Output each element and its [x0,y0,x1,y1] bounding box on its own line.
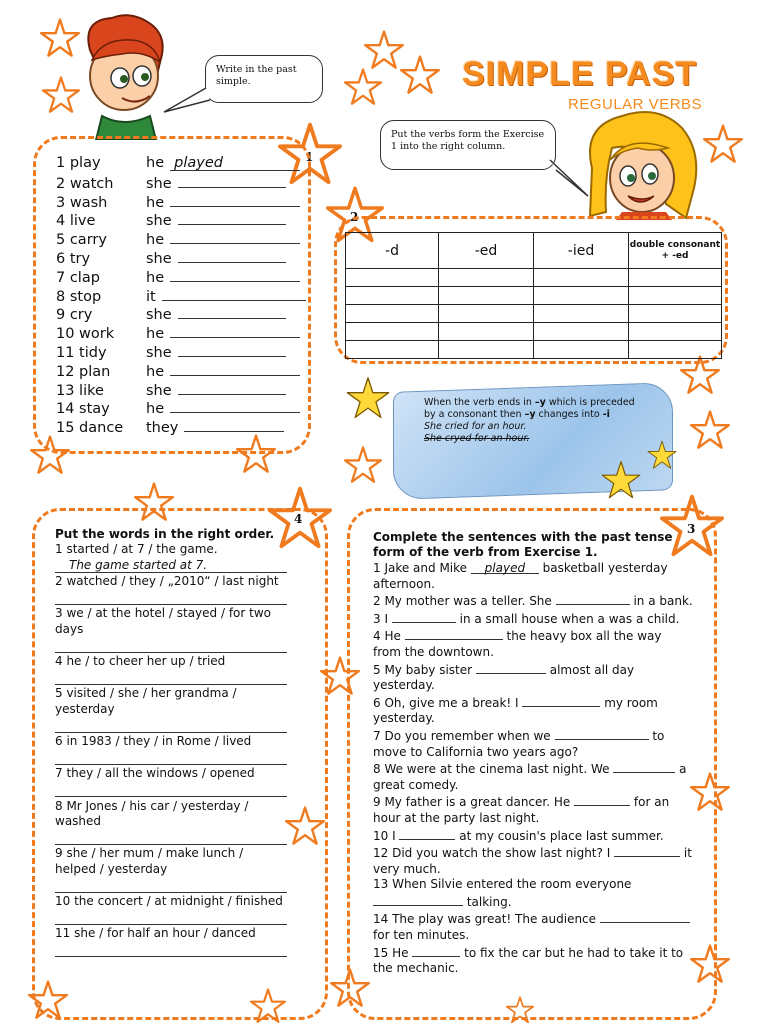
note-correct-example: She cried for an hour. [424,421,527,432]
answer-line[interactable] [55,638,287,654]
exercise-3-content [373,530,693,977]
reorder-item [55,574,287,605]
verb-label: 10 work [56,326,115,343]
pronoun-label: they [146,420,179,437]
answer-field[interactable] [170,398,300,413]
answer-line[interactable] [55,910,287,926]
verb-label: 9 cry [56,307,93,324]
verb-row [56,417,284,436]
exercise-1-number: 1 [305,150,314,164]
verb-row [56,192,300,211]
sentence: 8 We were at the cinema last night. We a great comedy. [373,762,687,792]
sentence: 10 I at my cousin's place last summer. [373,828,664,843]
star-icon [344,446,382,484]
scrambled-words: 3 we / at the hotel / stayed / for two days [55,606,271,636]
verb-label: 2 watch [56,175,114,192]
verb-row [56,380,286,399]
exercise-3-number: 3 [687,522,696,536]
answer-field[interactable] [170,229,300,244]
bubble-tail [548,156,592,200]
scrambled-words: 7 they / all the windows / opened [55,766,255,781]
verb-label: 5 carry [56,232,107,249]
pronoun-label: he [146,326,165,343]
answer-line[interactable] [55,590,287,606]
sentence: 14 The play was great! The audience for ten minutes. [373,910,693,943]
reorder-item [55,894,287,925]
answer-line[interactable] [55,750,287,766]
verb-label: 14 stay [56,401,110,418]
verb-row [56,229,300,248]
sentence: 6 Oh, give me a break! I my room yesterday. [373,695,658,726]
sentence: 5 My baby sister almost all day yesterday. [373,662,635,693]
verb-label: 1 play [56,155,101,171]
answer-line[interactable] [55,878,287,894]
yellow-star-icon [644,440,680,470]
verb-row [56,173,286,192]
page-subtitle: REGULAR VERBS [568,96,703,113]
answer-field[interactable] [178,342,286,357]
answer-field[interactable] [170,267,300,282]
table-row [346,341,722,359]
exercise-3-instruction: Complete the sentences with the past tense form of the verb from Exercise 1. [373,530,673,559]
scrambled-words: 2 watched / they / „2010“ / last night [55,574,279,589]
verb-label: 8 stop [56,288,102,305]
verb-label: 3 wash [56,194,108,211]
scrambled-words: 11 she / for half an hour / danced [55,926,256,941]
reorder-item [55,926,287,957]
pronoun-label: he [146,194,165,211]
verb-row [56,304,286,323]
reorder-item [55,846,287,893]
reorder-item [55,606,287,653]
pronoun-label: he [146,269,165,286]
star-icon [690,410,730,450]
verb-label: 15 dance [56,420,124,437]
verb-columns-table [345,232,722,359]
sentence: 3 I in a small house when a was a child. [373,611,680,626]
table-row [346,305,722,323]
star-icon [344,68,382,106]
sentence: 7 Do you remember when we to move to California two years ago? [373,728,665,759]
note-wrong-example: She cryed for an hour. [424,433,530,444]
pronoun-label: she [146,382,172,399]
pronoun-label: it [146,288,156,305]
sentence: 12 Did you watch the show last night? I it very much. [373,846,692,876]
scrambled-words: 6 in 1983 / they / in Rome / lived [55,734,252,749]
sentence: 9 My father is a great dancer. He for an hour at the party last night. [373,795,670,825]
table-row [346,269,722,287]
pronoun-label: she [146,213,172,230]
verb-row [56,210,286,229]
verb-row [56,323,300,342]
answer-field[interactable] [178,210,286,225]
sentence: 15 He to fix the car but he had to take it to the mechanic. [373,945,684,976]
answer-field[interactable] [170,323,300,338]
reorder-item [55,734,287,765]
sentence: 1 Jake and Mike played basketball yesterday afternoon. [373,561,668,591]
page-title: SIMPLE PAST [462,55,698,93]
answer-field[interactable] [184,417,284,432]
star-icon [400,55,440,95]
scrambled-words: 5 visited / she / her grandma / yesterday [55,686,237,716]
answer-line[interactable] [55,670,287,686]
sentence: 4 He the heavy box all the way from the downtown. [373,629,662,659]
pronoun-label: he [146,401,165,418]
exercise-4-number: 4 [294,512,303,526]
reorder-item [55,766,287,797]
verb-row [56,286,306,305]
girl-speech-bubble: Put the verbs form the Exercise 1 into the right column. [380,120,556,170]
bubble-tail [160,86,212,116]
girl-cartoon-icon [582,108,704,220]
yellow-star-icon [598,460,644,500]
pronoun-label: he [146,363,165,380]
answer-field[interactable] [178,173,286,188]
pronoun-label: she [146,251,172,267]
verb-label: 12 plan [56,363,111,380]
star-icon [703,124,743,164]
pronoun-label: she [146,175,172,192]
pronoun-label: she [146,307,172,324]
column-header: -ied [534,233,629,269]
exercise-4-content [55,527,287,959]
answer-field[interactable] [178,304,286,319]
yellow-star-icon [346,376,390,420]
answer-field[interactable] [178,248,286,263]
verb-row [56,154,300,173]
reorder-item [55,654,287,685]
boy-speech-bubble: Write in the past simple. [205,55,323,103]
answer-field[interactable] [170,192,300,207]
reorder-item [55,542,287,573]
verb-label: 11 tidy [56,345,107,361]
verb-row [56,342,286,361]
table-row [346,323,722,341]
answer-line[interactable] [55,782,287,798]
answer-line[interactable] [55,718,287,734]
exercise-4-instruction: Put the words in the right order. [55,527,275,541]
answer-line[interactable] [55,942,287,958]
verb-label: 6 try [56,251,91,267]
answer-field[interactable] [178,380,286,395]
star-icon [364,30,404,70]
verb-label: 13 like [56,382,104,399]
verb-row [56,361,300,380]
column-header: -d [346,233,439,269]
answer-line[interactable] [55,830,287,846]
note-text: When the verb ends in –y which is preceded by a consonant then –y changes into -i She cried for an hour. She cryed for an hour. [424,397,635,444]
sentence: 2 My mother was a teller. She in a bank. [373,594,693,609]
verb-row [56,398,300,417]
exercise-2-number: 2 [350,210,359,224]
column-header: -ed [439,233,534,269]
verb-label: 4 live [56,213,96,230]
answer-field[interactable]: played [170,156,300,171]
pronoun-label: he [146,155,165,171]
sentence: 13 When Silvie entered the room everyone talking. [373,877,632,909]
scrambled-words: 9 she / her mum / make lunch / helped / yesterday [55,846,244,876]
answer-field[interactable] [162,286,306,301]
pronoun-label: he [146,232,165,249]
answer-line[interactable]: The game started at 7. [55,558,287,574]
scrambled-words: 4 he / to cheer her up / tried [55,654,226,669]
verb-row [56,267,300,286]
column-header: double consonant + -ed [629,233,722,269]
scrambled-words: 10 the concert / at midnight / finished [55,894,283,909]
verb-row [56,248,286,267]
reorder-item [55,799,287,846]
verb-label: 7 clap [56,269,100,286]
scrambled-words: 1 started / at 7 / the game. [55,542,218,556]
answer-field[interactable] [170,361,300,376]
scrambled-words: 8 Mr Jones / his car / yesterday / washed [55,798,249,829]
pronoun-label: she [146,345,172,361]
table-row [346,287,722,305]
boy-cartoon-icon [72,10,172,140]
reorder-item [55,686,287,733]
